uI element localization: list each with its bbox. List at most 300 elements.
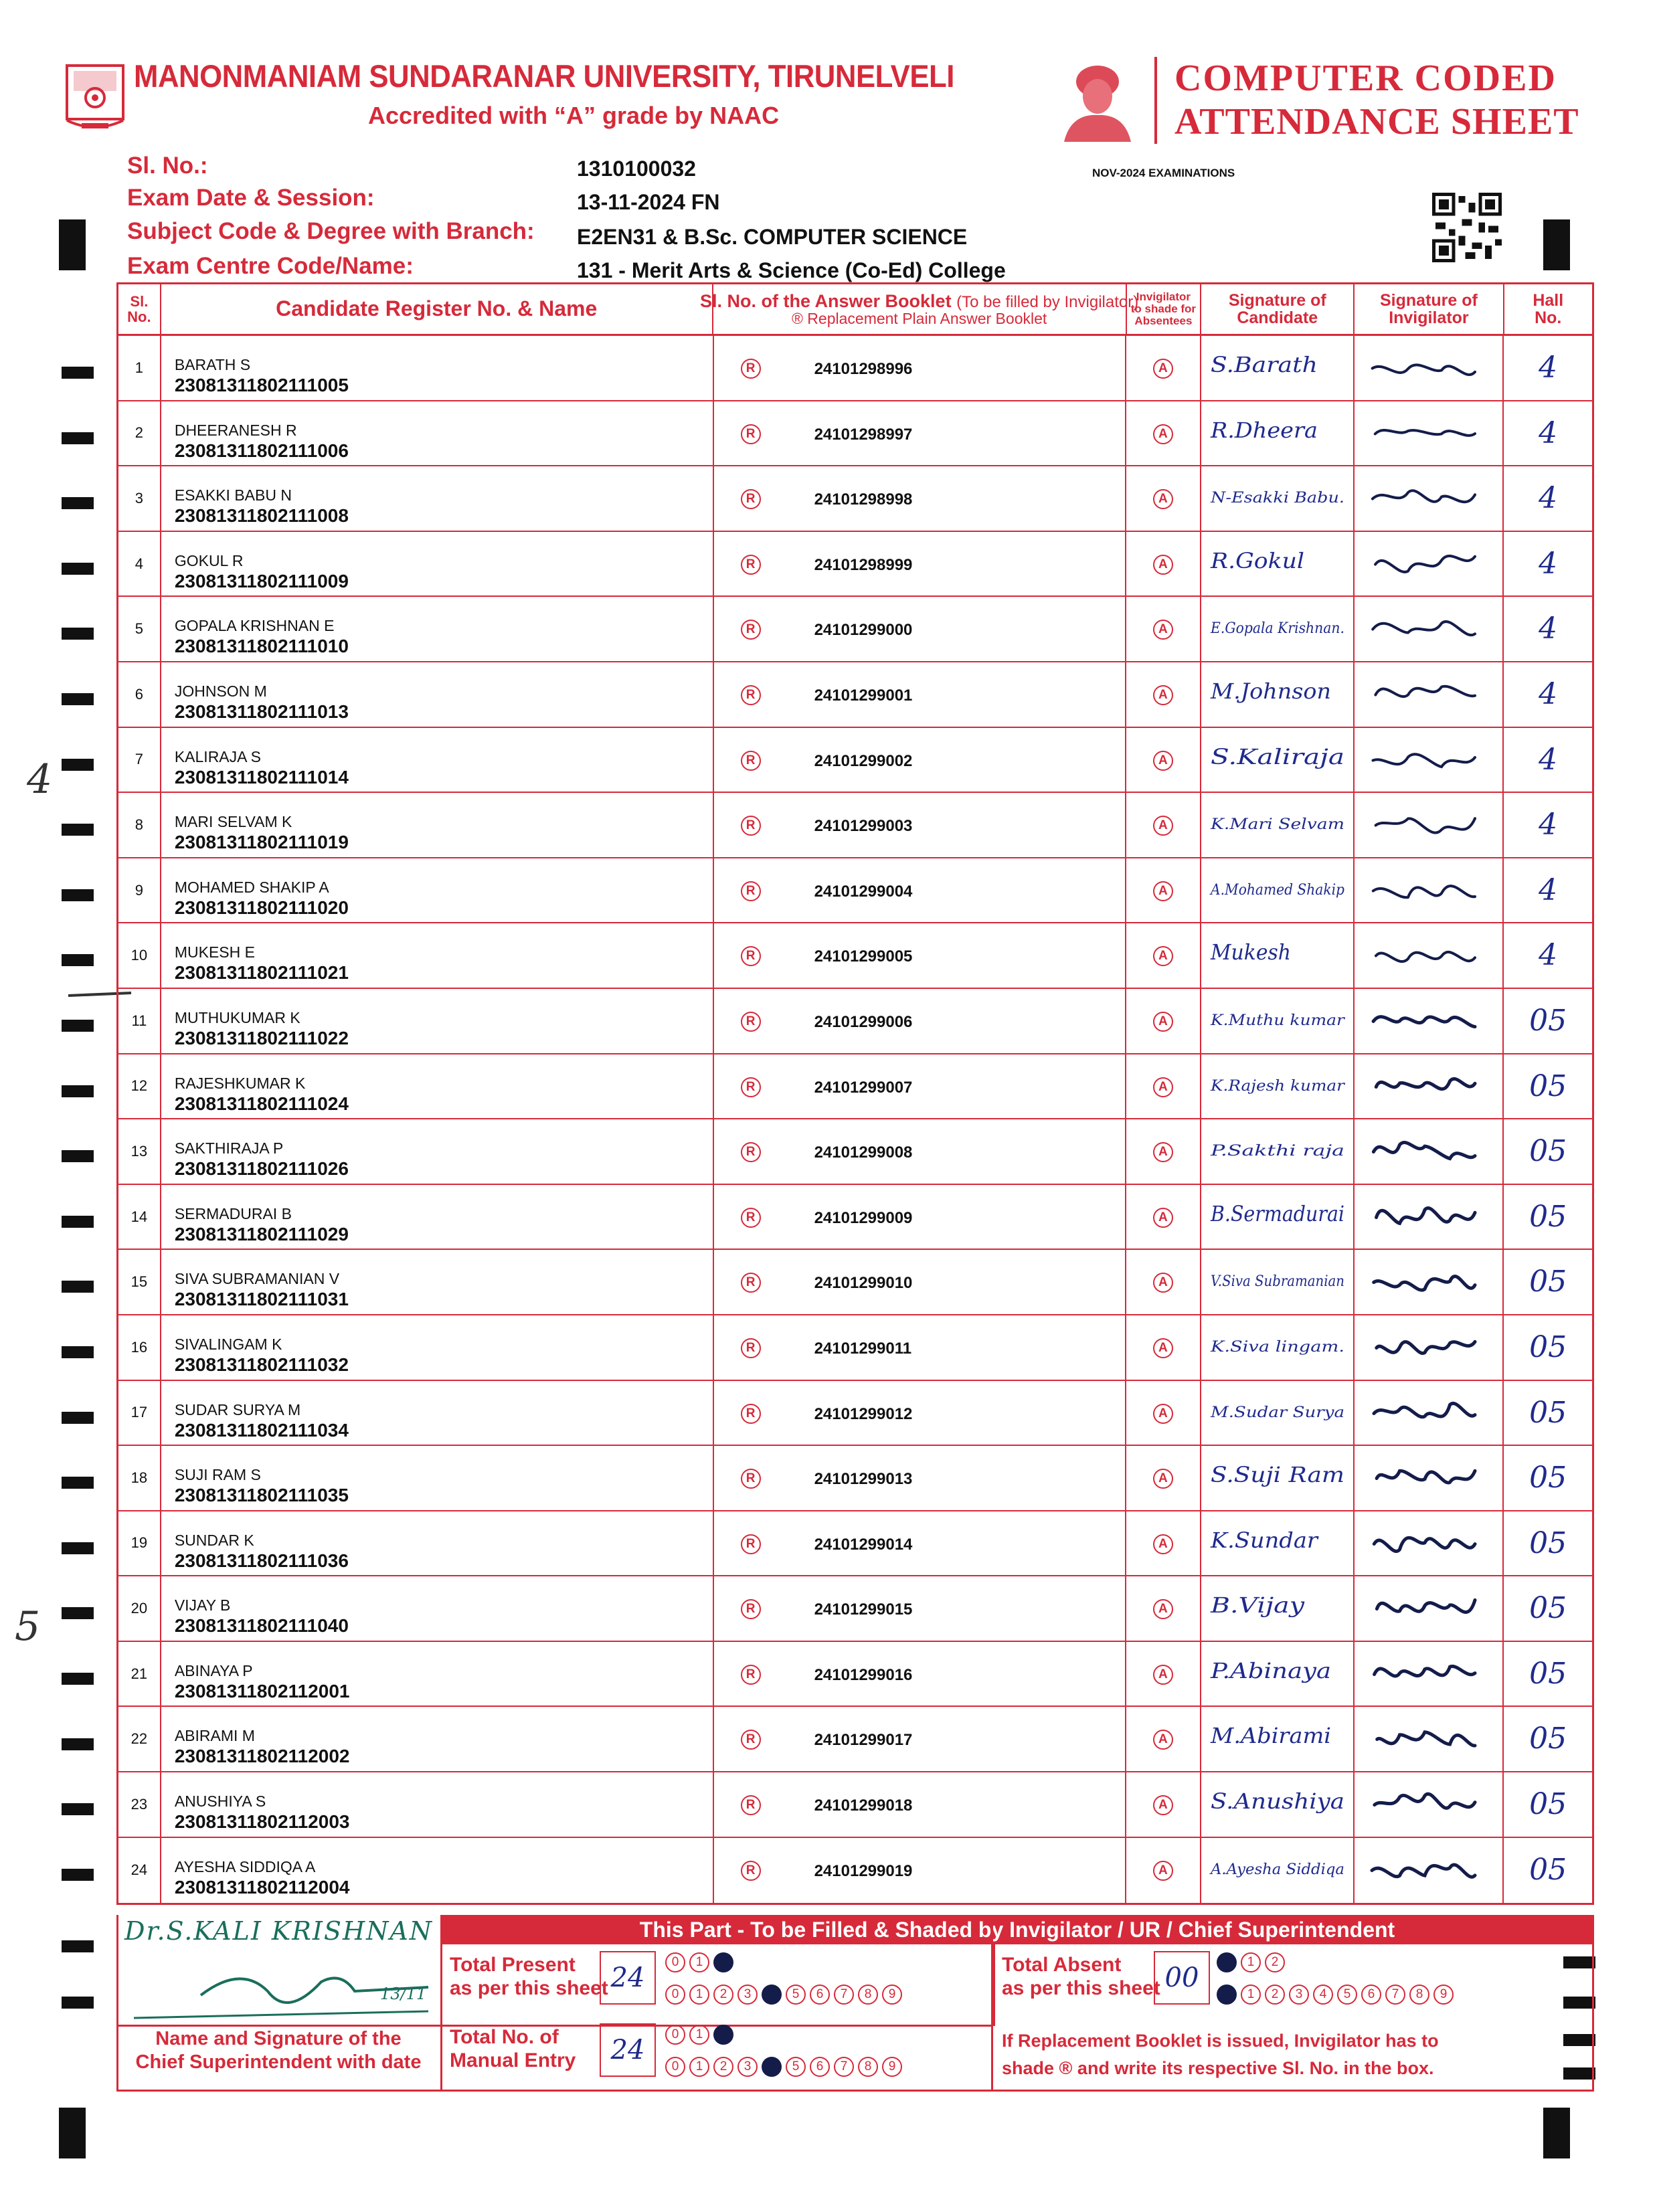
candidate-name: SUNDAR K: [174, 1531, 254, 1549]
candidate-cell: [161, 1119, 714, 1184]
absentee-cell: [1126, 662, 1201, 727]
hall-cell: [1504, 728, 1592, 792]
invigilator-signature-cell: [1355, 1772, 1504, 1837]
digit-bubble[interactable]: 2: [1265, 1985, 1285, 2005]
absentee-bubble[interactable]: A: [1153, 1404, 1173, 1424]
booklet-number: 24101299002: [814, 751, 913, 770]
replacement-bubble[interactable]: R: [741, 1795, 761, 1815]
invigilator-signature: [1368, 604, 1495, 654]
row-sl-no: 2: [118, 401, 161, 466]
replacement-bubble[interactable]: R: [741, 620, 761, 640]
digit-bubble[interactable]: 2: [713, 2057, 733, 2077]
hall-cell: [1504, 401, 1592, 466]
booklet-cell: [714, 1381, 1126, 1445]
table-row: [118, 793, 1592, 858]
timing-mark: [62, 1803, 94, 1815]
hall-cell: [1504, 923, 1592, 988]
booklet-cell: [714, 1576, 1126, 1641]
candidate-signature-text: Mukesh: [1209, 939, 1291, 965]
replacement-bubble[interactable]: R: [741, 751, 761, 771]
timing-mark: [62, 628, 94, 640]
signature-stroke: [1374, 1277, 1475, 1291]
table-header: [118, 284, 1592, 336]
candidate-signature-text: E.Gopala Krishnan.: [1209, 620, 1344, 638]
absentee-bubble[interactable]: A: [1153, 1142, 1173, 1162]
table-row: [118, 1119, 1592, 1185]
total-present-box[interactable]: 24: [600, 1951, 656, 2005]
absentee-bubble[interactable]: A: [1153, 359, 1173, 379]
row-sl-no: 13: [118, 1119, 161, 1184]
invigilator-signature: [1368, 1649, 1495, 1699]
digit-bubble[interactable]: 0: [665, 1952, 685, 1972]
table-row: [118, 1838, 1592, 1904]
replacement-bubble[interactable]: R: [741, 1730, 761, 1750]
candidate-register-no: 23081311802111008: [174, 505, 349, 527]
absentee-bubble[interactable]: A: [1153, 1273, 1173, 1293]
table-row: [118, 1315, 1592, 1381]
candidate-cell: [161, 1250, 714, 1314]
qr-code: [1432, 193, 1502, 262]
replacement-bubble[interactable]: R: [741, 1599, 761, 1619]
invigilator-signature: [1368, 408, 1495, 459]
replacement-bubble[interactable]: R: [741, 1208, 761, 1228]
table-row: [118, 466, 1592, 532]
row-sl-no: 12: [118, 1054, 161, 1119]
absentee-cell: [1126, 401, 1201, 466]
header-divider: [1154, 57, 1157, 144]
candidate-register-no: 23081311802111034: [174, 1419, 349, 1441]
booklet-cell: [714, 1838, 1126, 1904]
timing-mark: [1543, 219, 1570, 270]
signature-stroke: [1373, 754, 1474, 767]
table-row: [118, 1642, 1592, 1708]
booklet-cell: [714, 1054, 1126, 1119]
row-sl-no: 23: [118, 1772, 161, 1837]
total-absent-box[interactable]: 00: [1154, 1951, 1210, 2005]
candidate-signature-cell: [1201, 1185, 1355, 1249]
digit-bubble[interactable]: 3: [1289, 1985, 1309, 2005]
replacement-bubble[interactable]: R: [741, 1077, 761, 1097]
absentee-bubble[interactable]: A: [1153, 555, 1173, 575]
candidate-signature-cell: [1201, 1381, 1355, 1445]
hall-number: 4: [1539, 546, 1558, 581]
replacement-bubble[interactable]: R: [741, 1142, 761, 1162]
booklet-number: 24101299011: [814, 1339, 912, 1358]
digit-bubble[interactable]: [713, 1952, 733, 1972]
digit-bubble[interactable]: 1: [689, 2025, 709, 2045]
label-line: Total Absent: [1002, 1954, 1122, 1976]
candidate-cell: [161, 1185, 714, 1249]
replacement-bubble[interactable]: R: [741, 359, 761, 379]
digit-bubble[interactable]: [713, 2025, 733, 2045]
candidate-name: JOHNSON M: [174, 682, 267, 700]
replacement-bubble[interactable]: R: [741, 1534, 761, 1554]
row-sl-no: 11: [118, 989, 161, 1053]
absentee-bubble[interactable]: A: [1153, 881, 1173, 901]
header-text: Signature of: [1380, 290, 1478, 310]
signature-stroke: [1373, 1017, 1475, 1027]
digit-bubble[interactable]: 5: [1337, 1985, 1357, 2005]
absentee-bubble[interactable]: A: [1153, 1599, 1173, 1619]
absentee-bubble[interactable]: A: [1153, 620, 1173, 640]
booklet-cell: [714, 923, 1126, 988]
candidate-signature: [1207, 341, 1350, 395]
digit-bubble[interactable]: 1: [1241, 1985, 1261, 2005]
invigilator-signature-cell: [1355, 923, 1504, 988]
absentee-bubble[interactable]: A: [1153, 1012, 1173, 1032]
absent-units-bubbles: [1217, 1985, 1454, 2005]
candidate-signature-text: M.Sudar Surya: [1209, 1404, 1344, 1421]
digit-bubble[interactable]: 1: [689, 2057, 709, 2077]
row-sl-no: 10: [118, 923, 161, 988]
invigilator-signature-cell: [1355, 989, 1504, 1053]
digit-bubble[interactable]: 6: [810, 2057, 830, 2077]
col-hall-no: [1504, 284, 1593, 334]
col-candidate-signature: [1201, 284, 1355, 334]
candidate-name: DHEERANESH R: [174, 421, 297, 439]
absentee-cell: [1126, 728, 1201, 792]
candidate-signature: [1207, 668, 1350, 721]
absentee-cell: [1126, 1772, 1201, 1837]
hall-number: 05: [1529, 1329, 1567, 1364]
col-invigilator-signature: [1355, 284, 1504, 334]
absentee-cell: [1126, 1707, 1201, 1771]
invigilator-signature: [1368, 930, 1495, 981]
candidate-signature-cell: [1201, 1642, 1355, 1706]
timing-mark: [62, 1150, 94, 1162]
invigilator-signature: [1368, 473, 1495, 524]
digit-bubble[interactable]: 1: [689, 1985, 709, 2005]
absentee-bubble[interactable]: A: [1153, 1861, 1173, 1881]
exam-date-value: 13-11-2024 FN: [577, 190, 720, 214]
candidate-name: SUDAR SURYA M: [174, 1400, 301, 1418]
absentee-bubble[interactable]: A: [1153, 1469, 1173, 1489]
booklet-cell: [714, 1119, 1126, 1184]
candidate-signature: [1207, 1778, 1350, 1831]
digit-bubble[interactable]: 0: [665, 2025, 685, 2045]
hall-number: 05: [1529, 1199, 1567, 1234]
candidate-signature-cell: [1201, 1576, 1355, 1641]
booklet-cell: [714, 728, 1126, 792]
booklet-number: 24101299007: [814, 1078, 913, 1097]
digit-bubble[interactable]: 3: [737, 2057, 758, 2077]
row-sl-no: 22: [118, 1707, 161, 1771]
booklet-number: 24101299004: [814, 882, 913, 901]
margin-note: 4: [27, 756, 53, 803]
booklet-number: 24101299003: [814, 817, 913, 836]
digit-bubble[interactable]: 7: [834, 2057, 854, 2077]
digit-bubble[interactable]: 1: [1241, 1952, 1261, 1972]
candidate-signature-text: S.Suji Ram: [1210, 1462, 1344, 1488]
replacement-bubble[interactable]: R: [741, 555, 761, 575]
invigilator-signature: [1368, 1322, 1495, 1373]
digit-bubble[interactable]: 2: [1265, 1952, 1285, 1972]
hall-cell: [1504, 1511, 1592, 1576]
digit-bubble[interactable]: 1: [689, 1952, 709, 1972]
signature-stroke: [1375, 556, 1475, 572]
digit-bubble[interactable]: 9: [1433, 1985, 1454, 2005]
booklet-number: 24101299009: [814, 1208, 913, 1227]
absentee-bubble[interactable]: A: [1153, 489, 1173, 509]
candidate-register-no: 23081311802111021: [174, 962, 349, 984]
hall-number: 05: [1529, 1787, 1567, 1822]
exam-tag: NOV-2024 EXAMINATIONS: [1092, 167, 1235, 179]
hall-number: 05: [1529, 1852, 1567, 1887]
candidate-register-no: 23081311802112001: [174, 1680, 350, 1701]
candidate-register-no: 23081311802111019: [174, 832, 349, 853]
invigilator-signature-cell: [1355, 1315, 1504, 1380]
hall-number: 05: [1529, 1134, 1567, 1169]
candidate-register-no: 23081311802111040: [174, 1615, 349, 1637]
candidate-register-no: 23081311802111010: [174, 636, 349, 657]
candidate-name: ABINAYA P: [174, 1661, 253, 1679]
candidate-signature: [1207, 864, 1350, 917]
signature-stroke: [1377, 1342, 1475, 1353]
absentee-cell: [1126, 923, 1201, 988]
replacement-bubble[interactable]: R: [741, 489, 761, 509]
absentee-bubble[interactable]: A: [1153, 1338, 1173, 1358]
candidate-signature: [1207, 472, 1350, 525]
candidate-cell: [161, 1576, 714, 1641]
invigilator-signature-cell: [1355, 1185, 1504, 1249]
digit-bubble[interactable]: [1217, 1952, 1237, 1972]
hall-number: 05: [1529, 1656, 1567, 1691]
candidate-signature-text: P.Sakthi raja: [1209, 1143, 1344, 1160]
signature-stroke: [1374, 1403, 1475, 1416]
hall-cell: [1504, 1772, 1592, 1837]
candidate-cell: [161, 858, 714, 923]
signature-stroke: [1375, 430, 1475, 436]
absentee-bubble[interactable]: A: [1153, 1795, 1173, 1815]
table-row: [118, 1707, 1592, 1772]
booklet-cell: [714, 1511, 1126, 1576]
digit-bubble[interactable]: 8: [858, 2057, 878, 2077]
caption-line: Chief Superintendent with date: [135, 2051, 422, 2073]
header-text: Sl.: [130, 292, 149, 310]
invigilator-signature: [1368, 800, 1495, 850]
invigilator-signature: [1368, 1845, 1495, 1896]
hall-number: 4: [1539, 351, 1558, 385]
hall-cell: [1504, 858, 1592, 923]
booklet-cell: [714, 466, 1126, 531]
present-units-bubbles: [665, 1985, 902, 2005]
replacement-bubble[interactable]: R: [741, 816, 761, 836]
absentee-bubble[interactable]: A: [1153, 1077, 1173, 1097]
candidate-signature-cell: [1201, 1707, 1355, 1771]
founder-portrait: [1057, 55, 1138, 142]
timing-mark: [62, 1020, 94, 1032]
manual-units-bubbles: [665, 2057, 902, 2077]
candidate-signature-cell: [1201, 728, 1355, 792]
signature-stroke: [1377, 1208, 1475, 1223]
digit-bubble[interactable]: 7: [834, 1985, 854, 2005]
booklet-number: 24101299008: [814, 1143, 913, 1162]
digit-bubble[interactable]: [1217, 1985, 1237, 2005]
invigilator-signature: [1368, 343, 1495, 393]
absentee-cell: [1126, 1838, 1201, 1904]
digit-bubble[interactable]: 5: [786, 2057, 806, 2077]
candidate-register-no: 23081311802112003: [174, 1811, 350, 1833]
invigilator-signature: [1368, 539, 1495, 589]
candidate-signature: [1207, 1451, 1350, 1505]
table-row: [118, 728, 1592, 794]
candidate-signature-text: K.Rajesh kumar: [1209, 1077, 1346, 1095]
absentee-bubble[interactable]: A: [1153, 1208, 1173, 1228]
candidate-signature-cell: [1201, 1511, 1355, 1576]
manual-tens-bubbles: [665, 2025, 733, 2045]
timing-mark: [62, 759, 94, 771]
absentee-bubble[interactable]: A: [1153, 946, 1173, 966]
invigilator-signature: [1368, 1779, 1495, 1830]
digit-bubble[interactable]: 9: [882, 1985, 902, 2005]
table-row: [118, 1772, 1592, 1838]
table-row: [118, 662, 1592, 728]
candidate-cell: [161, 662, 714, 727]
invigilator-signature-cell: [1355, 336, 1504, 400]
candidate-cell: [161, 923, 714, 988]
absentee-cell: [1126, 1054, 1201, 1119]
signature-stroke: [1375, 1794, 1475, 1808]
replacement-bubble[interactable]: R: [741, 1861, 761, 1881]
candidate-signature: [1207, 1255, 1350, 1309]
absentee-bubble[interactable]: A: [1153, 751, 1173, 771]
total-manual-box[interactable]: 24: [600, 2023, 656, 2077]
timing-mark: [62, 1477, 94, 1489]
digit-bubble[interactable]: 6: [810, 1985, 830, 2005]
label-line: as per this sheet: [450, 1976, 608, 1999]
absentee-bubble[interactable]: A: [1153, 424, 1173, 444]
digit-bubble[interactable]: 2: [713, 1985, 733, 2005]
header-text: Invigilator: [1136, 290, 1191, 304]
candidate-name: GOKUL R: [174, 551, 244, 569]
candidate-name: GOPALA KRISHNAN E: [174, 617, 335, 635]
note-line: shade ® and write its respective Sl. No. in the box.: [1002, 2057, 1434, 2078]
digit-bubble[interactable]: 0: [665, 2057, 685, 2077]
header-text: Signature of: [1228, 290, 1326, 310]
table-row: [118, 1054, 1592, 1120]
digit-bubble[interactable]: 0: [665, 1985, 685, 2005]
hall-cell: [1504, 1838, 1592, 1904]
replacement-bubble[interactable]: R: [741, 1404, 761, 1424]
header-text: Sl. No. of the Answer Booklet: [700, 290, 952, 311]
candidate-name: SAKTHIRAJA P: [174, 1139, 284, 1158]
margin-note: 5: [15, 1603, 41, 1650]
row-sl-no: 15: [118, 1250, 161, 1314]
replacement-bubble[interactable]: R: [741, 1469, 761, 1489]
hall-cell: [1504, 597, 1592, 661]
candidate-register-no: 23081311802111006: [174, 440, 349, 461]
absentee-cell: [1126, 336, 1201, 400]
label-line: Total No. of: [450, 2026, 559, 2048]
booklet-cell: [714, 1185, 1126, 1249]
hall-cell: [1504, 1576, 1592, 1641]
candidate-register-no: 23081311802111005: [174, 375, 349, 395]
digit-bubble[interactable]: 5: [786, 1985, 806, 2005]
timing-mark: [62, 1281, 94, 1293]
candidate-signature-cell: [1201, 923, 1355, 988]
candidate-register-no: 23081311802112002: [174, 1746, 350, 1767]
replacement-bubble[interactable]: R: [741, 685, 761, 705]
absentee-cell: [1126, 858, 1201, 923]
candidate-cell: [161, 1772, 714, 1837]
signature-stroke: [1377, 1732, 1475, 1746]
booklet-cell: [714, 1250, 1126, 1314]
invigilator-signature: [1368, 1192, 1495, 1242]
signature-stroke: [1375, 686, 1475, 697]
hall-number: 4: [1539, 808, 1558, 842]
candidate-signature-cell: [1201, 1054, 1355, 1119]
candidate-signature-text: K.Mari Selvam: [1209, 816, 1344, 834]
candidate-cell: [161, 401, 714, 466]
candidate-signature: [1207, 1190, 1350, 1244]
table-row: [118, 1250, 1592, 1315]
hall-cell: [1504, 1446, 1592, 1510]
invigilator-signature-cell: [1355, 662, 1504, 727]
invigilator-signature-cell: [1355, 1250, 1504, 1314]
candidate-signature-cell: [1201, 401, 1355, 466]
candidate-cell: [161, 1838, 714, 1904]
digit-bubble[interactable]: 8: [1409, 1985, 1429, 2005]
hall-number: 4: [1539, 416, 1558, 450]
replacement-bubble[interactable]: R: [741, 1338, 761, 1358]
absentee-bubble[interactable]: A: [1153, 1730, 1173, 1750]
absentee-bubble[interactable]: A: [1153, 1665, 1173, 1685]
timing-mark: [59, 2108, 86, 2158]
booklet-number: 24101299017: [814, 1731, 913, 1750]
digit-bubble[interactable]: [762, 1985, 782, 2005]
signature-stroke: [1377, 1471, 1475, 1483]
candidate-cell: [161, 597, 714, 661]
candidate-name: VIJAY B: [174, 1596, 231, 1615]
digit-bubble[interactable]: 4: [1313, 1985, 1333, 2005]
replacement-bubble[interactable]: R: [741, 424, 761, 444]
absentee-bubble[interactable]: A: [1153, 816, 1173, 836]
digit-bubble[interactable]: [762, 2057, 782, 2077]
replacement-bubble[interactable]: R: [741, 946, 761, 966]
digit-bubble[interactable]: 8: [858, 1985, 878, 2005]
candidate-register-no: 23081311802111024: [174, 1093, 349, 1114]
timing-mark: [62, 1542, 94, 1554]
digit-bubble[interactable]: 7: [1385, 1985, 1405, 2005]
booklet-cell: [714, 1772, 1126, 1837]
digit-bubble[interactable]: 6: [1361, 1985, 1381, 2005]
booklet-number: 24101298997: [814, 425, 913, 444]
booklet-cell: [714, 793, 1126, 857]
replacement-bubble[interactable]: R: [741, 1012, 761, 1032]
table-row: [118, 989, 1592, 1054]
candidate-name: SUJI RAM S: [174, 1466, 261, 1484]
candidate-cell: [161, 728, 714, 792]
replacement-bubble[interactable]: R: [741, 1273, 761, 1293]
digit-bubble[interactable]: 9: [882, 2057, 902, 2077]
table-row: [118, 1511, 1592, 1577]
candidate-signature: [1207, 798, 1350, 852]
candidate-name: SIVA SUBRAMANIAN V: [174, 1270, 340, 1288]
candidate-signature-cell: [1201, 1838, 1355, 1904]
absentee-bubble[interactable]: A: [1153, 1534, 1173, 1554]
replacement-bubble[interactable]: R: [741, 1665, 761, 1685]
replacement-bubble[interactable]: R: [741, 881, 761, 901]
header-text: to shade for: [1130, 302, 1197, 316]
absentee-bubble[interactable]: A: [1153, 685, 1173, 705]
row-sl-no: 19: [118, 1511, 161, 1576]
candidate-cell: [161, 989, 714, 1053]
candidate-signature-text: R.Dheera: [1209, 417, 1318, 443]
hall-cell: [1504, 1185, 1592, 1249]
header-text: Absentees: [1134, 314, 1193, 327]
subject-label: Subject Code & Degree with Branch:: [127, 218, 535, 244]
digit-bubble[interactable]: 3: [737, 1985, 758, 2005]
